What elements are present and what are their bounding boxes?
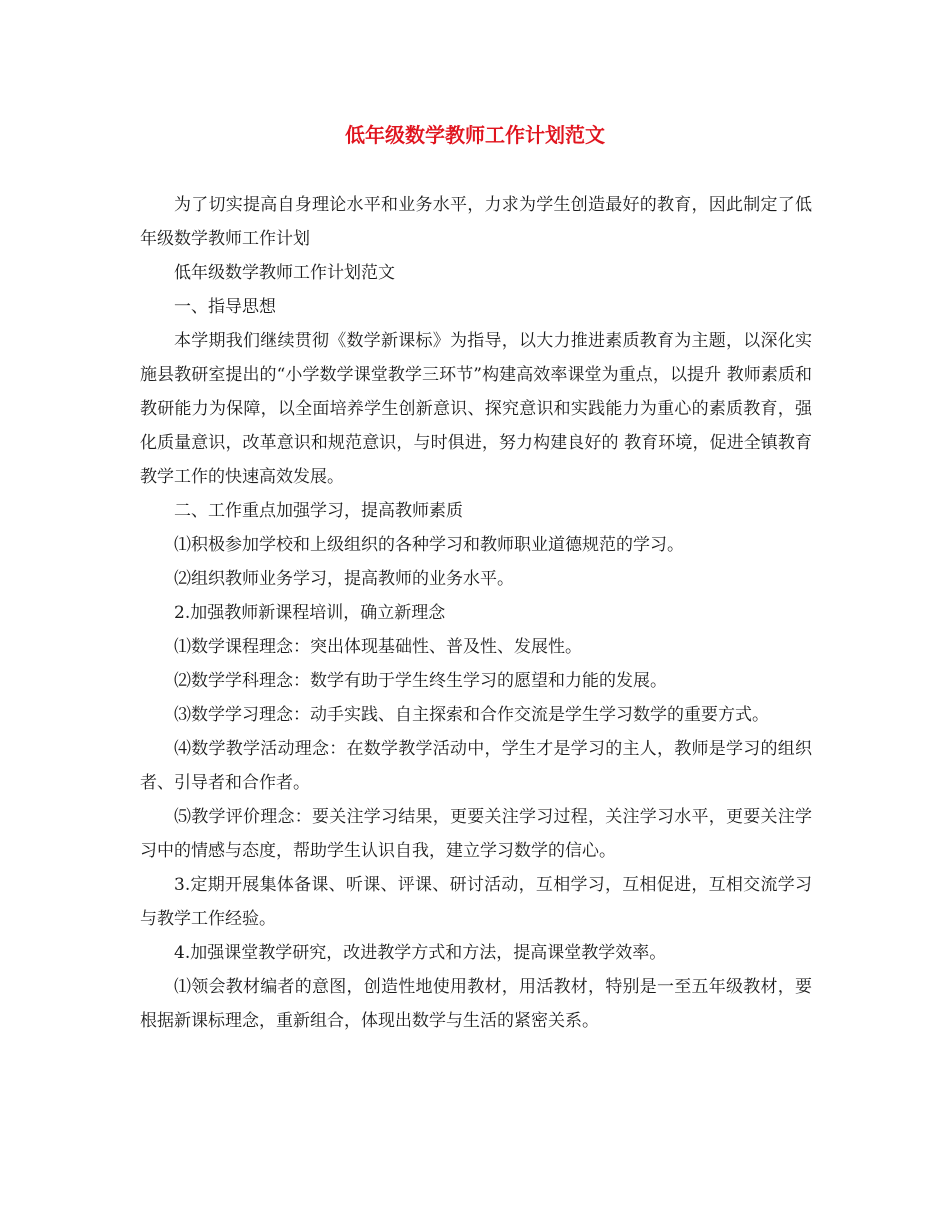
paragraph-subtitle: 低年级数学教师工作计划范文 <box>174 263 395 283</box>
list-item: ⑵组织教师业务学习，提高教师的业务水平。 <box>174 569 514 589</box>
document-title: 低年级数学教师工作计划范文 <box>345 123 605 147</box>
list-item: ⑷数学教学活动理念：在数学教学活动中，学生才是学习的主人，教师是学习的组织者、引导者和合作者。 <box>140 739 812 793</box>
paragraph-intro: 为了切实提高自身理论水平和业务水平，力求为学生创造最好的教育，因此制定了低年级数学教师工作计划 <box>140 195 812 249</box>
list-item: ⑴积极参加学校和上级组织的各种学习和教师职业道德规范的学习。 <box>174 535 684 555</box>
section-heading-guiding-thought: 一、指导思想 <box>174 297 276 317</box>
list-item: ⑸教学评价理念：要关注学习结果，更要关注学习过程，关注学习水平，更要关注学习中的情感与态度，帮助学生认识自我，建立学习数学的信心。 <box>140 807 812 861</box>
list-item: ⑶数学学习理念：动手实践、自主探索和合作交流是学生学习数学的重要方式。 <box>174 705 769 725</box>
paragraph-guiding-thought: 本学期我们继续贯彻《数学新课标》为指导，以大力推进素质教育为主题，以深化实施县教研室提出的“小学数学课堂教学三环节”构建高效率课堂为重点，以提升 教师素质和教研能力为保障，以全面培养学生创新意识、探究意识和实践能力为重心的素质教育，强化质量意识，改革意识和规范意识，与时俱进，努力构建良好的 教育环境，促进全镇教育教学工作的快速高效发展。 <box>140 331 812 487</box>
list-item: ⑴领会教材编者的意图，创造性地使用教材，用活教材，特别是一至五年级教材，要根据新课标理念，重新组合，体现出数学与生活的紧密关系。 <box>140 977 812 1031</box>
list-item: ⑵数学学科理念：数学有助于学生终生学习的愿望和力能的发展。 <box>174 671 667 691</box>
document-body <box>140 188 812 1038</box>
section-heading-work-focus: 二、工作重点加强学习，提高教师素质 <box>174 501 463 521</box>
list-item: ⑴数学课程理念：突出体现基础性、普及性、发展性。 <box>174 637 582 657</box>
subsection-heading: 2.加强教师新课程培训，确立新理念 <box>174 603 446 623</box>
subsection-heading: 4.加强课堂教学研究，改进教学方式和方法，提高课堂教学效率。 <box>174 943 667 963</box>
subsection-heading: 3.定期开展集体备课、听课、评课、研讨活动，互相学习，互相促进，互相交流学习与教学工作经验。 <box>140 875 812 929</box>
